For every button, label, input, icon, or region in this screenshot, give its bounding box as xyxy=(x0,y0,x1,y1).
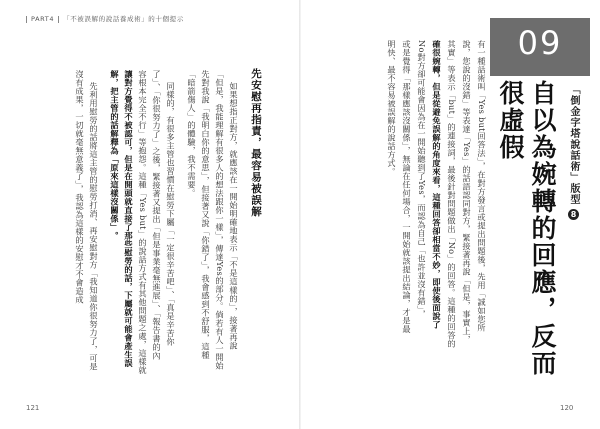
series-tag xyxy=(565,84,581,294)
body-line: 沒有成果，一切就毫無意義了」，我認為這樣的安慰才不會造成 xyxy=(75,70,85,304)
chapter-number-box xyxy=(490,18,590,76)
body-line: 或是覺得「那樣應該沒關係」，無論在任何場合，一開始就該提出結論，才是最 xyxy=(402,40,412,334)
body-line: No對方卻可能會因為在一開始聽到了Yes，而認為自己「也許並沒有錯」， xyxy=(417,40,427,319)
page-number-right: 120 xyxy=(560,404,574,412)
body-line: 「但是，我能理解有很多人的想法跟你一樣」，傳達Yes的部分。倘若有人一開始 xyxy=(215,70,225,370)
chapter-title: 自以為婉轉的回應，反而很虛假 xyxy=(496,80,557,377)
body-line: 如果想指正對方，就應該在一開始明確地表示「不是這樣的」，接著再說 xyxy=(229,82,239,350)
body-line: 同樣的，有很多主管也習慣在慰勞下屬「一定很辛苦吧」、「真是辛苦你 xyxy=(166,82,176,346)
body-line: 「暗箭傷人」的體驗，我不需要。 xyxy=(187,70,197,198)
body-line: 了」、「你很努力了」之後，緊接著又提出「但是事業毫無進展」、「報告書的內 xyxy=(152,70,162,360)
running-head-part: PART4 xyxy=(31,15,55,23)
body-line-emphasis: 讓對方覺得不被認可，但是在開頭就直接了那些慰勞的話，下屬就可能會產生誤 xyxy=(124,70,134,368)
body-line-emphasis: 解，把主管的話解釋為「原來這樣沒關係」。 xyxy=(110,70,120,240)
page-number-left: 121 xyxy=(26,404,40,412)
running-head-chapter: 「不被誤解的說話養成術」的十個提示 xyxy=(63,15,184,23)
body-line-emphasis: 確很婉轉，但是從避免誤解的角度來看，這種回答卻相當不妙，即使後面說了 xyxy=(432,40,442,329)
section-heading: 先安慰再指責，最容易被誤解 xyxy=(250,68,262,218)
body-line: 說，您說的沒錯」等表達「Yes」的話語認同對方，緊接著再說「但是，事實上， xyxy=(462,40,472,344)
body-line: 先對我說「我明白你的意思」，但接著又說「你錯了」，我會感到不舒服，這種 xyxy=(201,70,211,360)
separator-bar xyxy=(58,16,59,23)
body-line: 有一種話術叫「Yes but回答法」，在對方發言或提出問題後，先用「誠如您所 xyxy=(477,40,487,332)
series-badge: 8 xyxy=(569,209,578,220)
body-line: 明快、最不容易被誤解的說話方式。 xyxy=(387,40,397,176)
page-gutter xyxy=(299,0,301,429)
body-line: 其實」等表示「but」的連接詞，最後針對問題做出「No」的回答。這種的回答的 xyxy=(447,40,457,348)
body-line: 容根本完全不行」等抱怨。這種「Yes but」的說話方式有其他問題之處，這樣就 xyxy=(138,70,148,375)
body-line: 先利用慰勞的話將這主管的慰勞打消、再安慰對方「我知道你很努力了，可是 xyxy=(89,82,99,371)
chapter-number: 09 xyxy=(517,24,563,62)
separator-bar xyxy=(26,16,27,23)
running-head xyxy=(22,14,184,23)
series-label: 「倒金字塔說話術」版型 xyxy=(568,84,579,205)
